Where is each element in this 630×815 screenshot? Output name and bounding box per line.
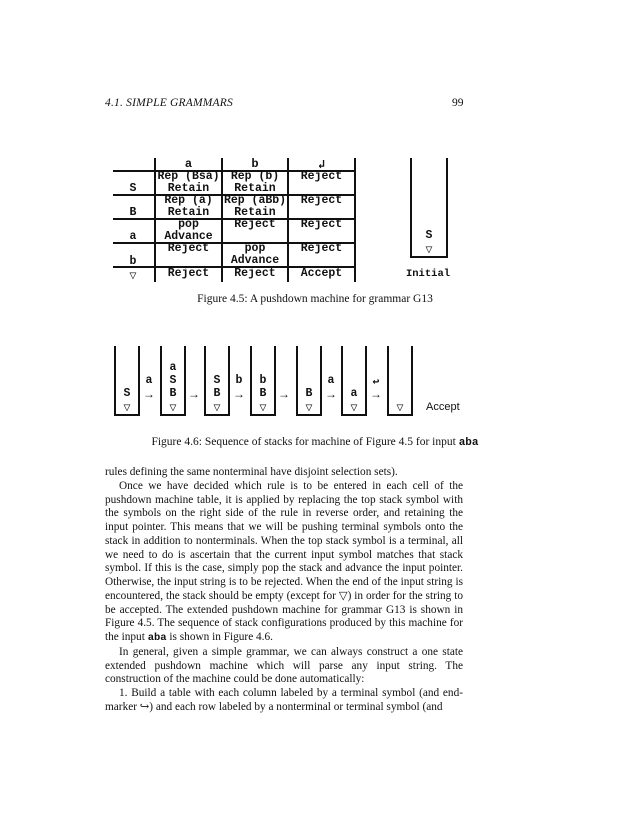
running-header: 4.1. SIMPLE GRAMMARS: [105, 97, 233, 109]
row-label-a: a: [129, 230, 137, 243]
body-text: [105, 466, 463, 715]
column-header-a: a: [184, 157, 193, 171]
transition-arrow: →: [190, 388, 198, 402]
stack-symbol: ▽: [396, 402, 404, 415]
stack-symbol: B: [259, 387, 267, 400]
stack-sequence: [0, 340, 630, 420]
stack-symbol: S: [169, 374, 177, 387]
figure-4-5-caption: Figure 4.5: A pushdown machine for grammar G13: [197, 293, 433, 305]
stack-config: [250, 346, 276, 416]
table-cell: Rep (a) Retain: [164, 194, 213, 219]
stack-symbol: b: [259, 374, 267, 387]
stack-symbol: B: [305, 387, 313, 400]
paragraph: In general, given a simple grammar, we can always construct a one state extended pushdown machine which will parse any input string. The construction of the machine could be done automatically:: [105, 645, 463, 686]
stack-config: [114, 346, 140, 416]
table-cell: Reject: [300, 194, 343, 207]
stack-config: [160, 346, 186, 416]
stack-symbol: S: [425, 229, 433, 242]
initial-label: Initial: [405, 268, 451, 280]
initial-stack: [410, 158, 448, 258]
stack-symbol: ▽: [305, 402, 313, 415]
transition-arrow: →: [280, 388, 288, 402]
column-header-endmarker: ↲: [317, 158, 326, 172]
stack-config: [341, 346, 367, 416]
row-label-b: b: [129, 255, 137, 268]
stack-symbol: B: [213, 387, 221, 400]
table-cell: Accept: [300, 267, 343, 280]
input-symbol: a: [145, 374, 153, 387]
input-symbol: a: [327, 374, 335, 387]
paragraph: Once we have decided which rule is to be entered in each cell of the pushdown machine table, it is applied by replacing the top stack symbol with the symbols on the right side of the rule in reverse order, and retaining the input pointer. This means that we will be pushing terminal symbols onto the stack in addition to nonterminals. When the top stack symbol is a terminal, all we need to do is ascertain that the current input symbol matches that stack symbol. If this is the case, simply pop the stack and advance the input pointer. Otherwise, the input string is to be rejected. When the end of the input string is encountered, the stack should be empty (except for ▽) in order for the string to be accepted. The extended pushdown machine for grammar G13 is shown in Figure 4.5. The sequence of stack configurations produced by this machine for the input aba is shown in Figure 4.6.: [105, 479, 463, 644]
input-symbol: b: [235, 374, 243, 387]
paragraph: 1. Build a table with each column labeled by a terminal symbol (and end-marker ↪) and each row labeled by a nonterminal or terminal symbol (and: [105, 687, 463, 713]
table-cell: Reject: [234, 267, 276, 280]
page-number: 99: [452, 97, 464, 109]
column-header-b: b: [251, 157, 259, 171]
table-cell: Reject: [300, 218, 343, 231]
stack-symbol: S: [123, 387, 131, 400]
stack-config: [387, 346, 413, 416]
transition-arrow: →: [327, 388, 335, 402]
table-cell: Reject: [167, 267, 210, 280]
table-cell: Reject: [234, 218, 276, 231]
stack-symbol: ▽: [213, 402, 221, 415]
table-cell: Reject: [167, 242, 210, 255]
input-symbol: ↩: [372, 376, 380, 389]
table-cell: Reject: [300, 170, 343, 183]
stack-symbol: ▽: [350, 402, 358, 415]
transition-arrow: →: [145, 388, 153, 402]
stack-symbol: B: [169, 387, 177, 400]
table-cell: Rep (Bsa) Retain: [157, 170, 220, 195]
table-cell: Rep (b) Retain: [230, 170, 280, 195]
transition-arrow: →: [372, 388, 380, 402]
stack-config: [204, 346, 230, 416]
row-label-B: B: [129, 206, 137, 219]
paragraph: rules defining the same nonterminal have disjoint selection sets).: [105, 466, 398, 478]
table-cell: pop Advance: [230, 242, 280, 267]
stack-symbol: S: [213, 374, 221, 387]
stack-symbol: a: [350, 387, 358, 400]
transition-arrow: →: [235, 388, 243, 402]
stack-config: [296, 346, 322, 416]
stack-symbol: ▽: [123, 402, 131, 415]
row-label-S: S: [129, 182, 137, 195]
stack-symbol: ▽: [425, 244, 433, 257]
stack-symbol: ▽: [259, 402, 267, 415]
machine-table: [0, 0, 630, 300]
accept-label: Accept: [426, 401, 460, 413]
table-cell: Rep (aBb) Retain: [223, 194, 287, 219]
table-cell: pop Advance: [164, 218, 213, 243]
stack-symbol: ▽: [169, 402, 177, 415]
figure-4-6-caption: Figure 4.6: Sequence of stacks for machine of Figure 4.5 for input aba: [151, 436, 479, 449]
stack-symbol: a: [169, 361, 177, 374]
table-cell: Reject: [300, 242, 343, 255]
row-label-bottom-marker: ▽: [129, 270, 137, 283]
